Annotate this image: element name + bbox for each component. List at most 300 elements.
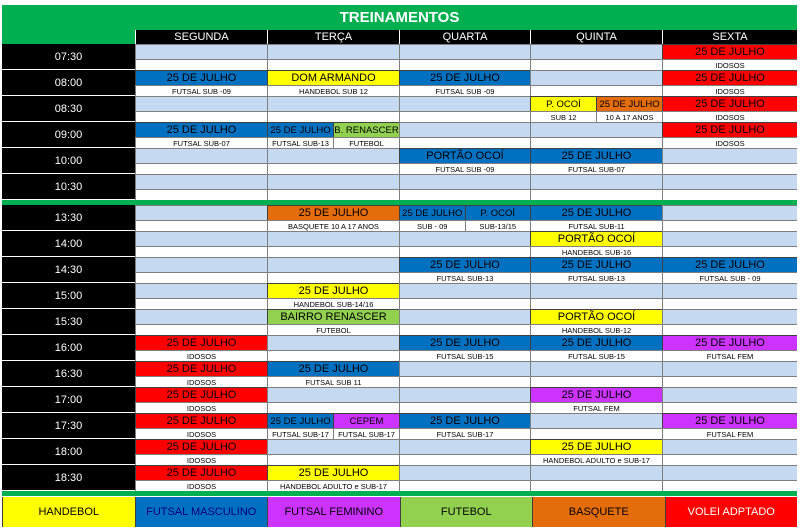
time-label: 15:30	[54, 315, 83, 328]
empty-slot[interactable]	[662, 148, 797, 163]
empty-slot-detail	[530, 137, 662, 148]
empty-slot[interactable]	[267, 96, 399, 111]
time-label: 17:30	[54, 419, 83, 432]
training-category: SUB - 09	[417, 221, 448, 231]
day-header-segunda	[135, 30, 267, 44]
empty-slot-detail	[662, 376, 797, 387]
day-header-quinta	[530, 30, 662, 44]
empty-slot-detail	[399, 402, 530, 413]
empty-slot-detail	[267, 189, 399, 200]
time-cell	[2, 387, 135, 412]
training-detail	[333, 137, 399, 148]
training-detail	[135, 350, 267, 361]
training-slot[interactable]	[662, 70, 797, 85]
empty-slot-detail	[135, 111, 267, 122]
empty-slot-detail	[399, 376, 530, 387]
training-detail	[135, 85, 267, 96]
training-slot[interactable]	[267, 70, 399, 85]
training-location: 25 DE JULHO	[695, 72, 765, 84]
training-location: 25 DE JULHO	[599, 98, 660, 110]
training-slot[interactable]	[399, 335, 530, 350]
training-location: 25 DE JULHO	[166, 72, 237, 84]
training-slot[interactable]	[267, 122, 333, 137]
training-location: 25 DE JULHO	[166, 363, 237, 375]
training-location: CEPEM	[349, 415, 384, 427]
empty-slot[interactable]	[530, 361, 662, 376]
empty-slot[interactable]	[267, 174, 399, 189]
training-slot[interactable]	[530, 205, 662, 220]
training-location: 25 DE JULHO	[298, 467, 369, 479]
empty-slot-detail	[267, 402, 399, 413]
training-location: 25 DE JULHO	[695, 46, 765, 58]
empty-slot-detail	[135, 59, 267, 70]
training-category: FUTSAL SUB-13	[436, 273, 494, 283]
training-location: PORTÃO OCOÍ	[557, 233, 636, 245]
training-slot[interactable]	[530, 148, 662, 163]
training-category: FUTSAL SUB-13	[272, 138, 329, 148]
empty-slot[interactable]	[530, 283, 662, 298]
training-location: DOM ARMANDO	[291, 72, 376, 84]
day-header-sexta	[662, 30, 797, 44]
empty-slot[interactable]	[530, 122, 662, 137]
training-slot[interactable]	[267, 205, 399, 220]
training-category: FUTEBOL	[349, 138, 384, 148]
empty-slot-detail	[399, 454, 530, 465]
training-detail	[267, 480, 399, 491]
day-header-label: QUINTA	[576, 31, 617, 43]
training-category: SUB 12	[550, 112, 577, 122]
training-slot[interactable]	[135, 70, 267, 85]
time-label: 15:00	[54, 289, 83, 302]
training-slot[interactable]	[267, 361, 399, 376]
training-category: FUTSAL SUB-11	[568, 221, 625, 231]
training-detail	[530, 350, 662, 361]
training-detail	[399, 85, 530, 96]
training-location: 25 DE JULHO	[402, 207, 463, 219]
day-header-label: QUARTA	[442, 31, 488, 43]
empty-slot-detail	[530, 428, 662, 439]
empty-slot-detail	[399, 59, 530, 70]
time-cell	[2, 283, 135, 308]
empty-slot-detail	[662, 163, 797, 174]
training-detail	[267, 428, 333, 439]
training-slot[interactable]	[267, 465, 399, 480]
time-label: 14:00	[54, 237, 83, 250]
training-detail	[662, 272, 797, 283]
empty-slot-detail	[662, 454, 797, 465]
empty-slot[interactable]	[530, 174, 662, 189]
schedule-sheet	[2, 5, 797, 527]
time-cell	[2, 361, 135, 386]
training-slot[interactable]	[530, 335, 662, 350]
training-slot[interactable]	[399, 148, 530, 163]
time-cell	[2, 205, 135, 230]
training-detail	[530, 163, 662, 174]
training-detail	[399, 428, 530, 439]
training-location: PORTÃO OCOÍ	[557, 311, 636, 323]
training-category: FUTSAL SUB - 09	[699, 273, 761, 283]
training-location: 25 DE JULHO	[561, 150, 632, 162]
training-slot[interactable]	[135, 361, 267, 376]
empty-slot[interactable]	[135, 283, 267, 298]
training-location: 25 DE JULHO	[298, 207, 369, 219]
training-category: IDOSOS	[715, 138, 745, 148]
empty-slot[interactable]	[267, 439, 399, 454]
training-detail	[267, 220, 399, 231]
training-slot[interactable]	[135, 122, 267, 137]
training-detail	[530, 402, 662, 413]
empty-slot-detail	[399, 189, 530, 200]
empty-slot[interactable]	[399, 174, 530, 189]
empty-slot[interactable]	[399, 122, 530, 137]
empty-slot[interactable]	[135, 44, 267, 59]
legend-item-futsal-masc	[135, 497, 268, 527]
training-slot[interactable]	[596, 96, 662, 111]
empty-slot[interactable]	[135, 257, 267, 272]
training-detail	[530, 246, 662, 257]
training-category: IDOSOS	[715, 112, 745, 122]
empty-slot-detail	[530, 376, 662, 387]
training-category: FUTSAL SUB-15	[436, 351, 494, 361]
empty-slot[interactable]	[399, 283, 530, 298]
training-detail	[530, 111, 596, 122]
training-location: 25 DE JULHO	[695, 415, 765, 427]
training-location: 25 DE JULHO	[430, 72, 500, 84]
empty-slot-detail	[399, 111, 530, 122]
empty-slot-detail	[135, 272, 267, 283]
training-location: 25 DE JULHO	[270, 415, 331, 427]
empty-slot-detail	[662, 189, 797, 200]
training-slot[interactable]	[135, 335, 267, 350]
empty-slot-detail	[135, 189, 267, 200]
training-detail	[267, 137, 333, 148]
training-category: FUTSAL FEM	[706, 429, 754, 439]
empty-slot-detail	[135, 220, 267, 231]
legend-item-volei-adaptado	[665, 497, 798, 527]
training-slot[interactable]	[135, 439, 267, 454]
empty-slot-detail	[267, 272, 399, 283]
training-slot[interactable]	[135, 413, 267, 428]
training-location: 25 DE JULHO	[166, 337, 237, 349]
training-detail	[399, 163, 530, 174]
time-label: 18:00	[54, 445, 83, 458]
training-slot[interactable]	[399, 205, 465, 220]
empty-slot[interactable]	[399, 44, 530, 59]
training-slot[interactable]	[135, 387, 267, 402]
training-slot[interactable]	[662, 257, 797, 272]
training-slot[interactable]	[662, 413, 797, 428]
legend-label: VOLEI ADPTADO	[687, 506, 775, 518]
time-label: 07:30	[54, 50, 83, 63]
empty-slot-detail	[267, 350, 399, 361]
empty-slot[interactable]	[662, 387, 797, 402]
training-category: HANDEBOL ADULTO e SUB-17	[543, 455, 650, 465]
training-detail	[135, 402, 267, 413]
empty-slot[interactable]	[662, 439, 797, 454]
training-detail	[399, 272, 530, 283]
training-slot[interactable]	[399, 70, 530, 85]
training-detail	[662, 350, 797, 361]
training-slot[interactable]	[530, 439, 662, 454]
time-label: 18:30	[54, 471, 83, 484]
training-slot[interactable]	[530, 387, 662, 402]
training-category: FUTSAL SUB-17	[338, 429, 395, 439]
empty-slot[interactable]	[662, 231, 797, 246]
training-slot[interactable]	[399, 257, 530, 272]
empty-slot[interactable]	[267, 44, 399, 59]
training-detail	[267, 85, 399, 96]
training-category: FUTEBOL	[316, 325, 351, 335]
time-cell	[2, 439, 135, 464]
empty-slot[interactable]	[530, 70, 662, 85]
training-slot[interactable]	[267, 283, 399, 298]
training-location: 25 DE JULHO	[430, 259, 500, 271]
empty-slot-detail	[135, 163, 267, 174]
training-category: HANDEBOL SUB-12	[561, 325, 632, 335]
training-category: HANDEBOL SUB-16	[561, 247, 632, 257]
training-slot[interactable]	[530, 231, 662, 246]
empty-slot[interactable]	[267, 335, 399, 350]
empty-slot[interactable]	[135, 205, 267, 220]
training-category: HANDEBOL SUB 12	[299, 86, 368, 96]
training-location: 25 DE JULHO	[166, 389, 237, 401]
empty-slot[interactable]	[662, 361, 797, 376]
training-detail	[135, 137, 267, 148]
empty-slot[interactable]	[662, 465, 797, 480]
empty-slot[interactable]	[530, 44, 662, 59]
empty-slot-detail	[399, 298, 530, 309]
legend-label: BASQUETE	[568, 506, 629, 518]
training-slot[interactable]	[662, 122, 797, 137]
time-header-corner	[2, 30, 135, 44]
training-category: FUTSAL SUB-17	[272, 429, 329, 439]
empty-slot[interactable]	[267, 148, 399, 163]
time-label: 09:00	[54, 128, 83, 141]
empty-slot[interactable]	[530, 413, 662, 428]
training-location: 25 DE JULHO	[166, 441, 237, 453]
training-slot[interactable]	[333, 413, 399, 428]
training-detail	[135, 428, 267, 439]
training-location: 25 DE JULHO	[695, 124, 765, 136]
training-category: FUTSAL SUB-17	[436, 429, 494, 439]
schedule-title-text: TREINAMENTOS	[339, 9, 460, 26]
empty-slot[interactable]	[662, 309, 797, 324]
empty-slot[interactable]	[662, 205, 797, 220]
empty-slot-detail	[135, 324, 267, 335]
training-location: 25 DE JULHO	[166, 467, 237, 479]
empty-slot[interactable]	[399, 465, 530, 480]
time-label: 10:30	[54, 180, 83, 193]
empty-slot-detail	[530, 59, 662, 70]
training-location: 25 DE JULHO	[298, 363, 369, 375]
time-label: 14:30	[54, 263, 83, 276]
empty-slot[interactable]	[135, 96, 267, 111]
training-detail	[662, 111, 797, 122]
training-location: 25 DE JULHO	[270, 124, 331, 136]
empty-slot[interactable]	[399, 96, 530, 111]
legend-label: HANDEBOL	[38, 506, 100, 518]
training-slot[interactable]	[267, 309, 399, 324]
training-category: BASQUETE 10 A 17 ANOS	[288, 221, 379, 231]
legend-item-futebol	[400, 497, 533, 527]
empty-slot-detail	[662, 402, 797, 413]
training-detail	[267, 376, 399, 387]
time-cell	[2, 148, 135, 173]
training-detail	[399, 220, 465, 231]
training-location: P. OCOÍ	[546, 98, 581, 110]
empty-slot[interactable]	[135, 174, 267, 189]
training-category: FUTSAL SUB-07	[173, 138, 230, 148]
empty-slot-detail	[267, 59, 399, 70]
training-detail	[662, 137, 797, 148]
training-slot[interactable]	[267, 413, 333, 428]
training-location: PORTÃO OCOÍ	[426, 150, 504, 162]
empty-slot[interactable]	[399, 231, 530, 246]
empty-slot[interactable]	[530, 465, 662, 480]
training-detail	[135, 376, 267, 387]
empty-slot-detail	[530, 189, 662, 200]
training-location: 25 DE JULHO	[561, 259, 632, 271]
time-cell	[2, 335, 135, 360]
schedule-title	[2, 5, 797, 30]
time-label: 10:00	[54, 154, 83, 167]
empty-slot-detail	[662, 246, 797, 257]
empty-slot-detail	[662, 298, 797, 309]
training-category: FUTSAL SUB -09	[435, 86, 495, 96]
empty-slot-detail	[267, 111, 399, 122]
empty-slot-detail	[399, 246, 530, 257]
training-slot[interactable]	[530, 96, 596, 111]
training-location: 25 DE JULHO	[561, 441, 632, 453]
empty-slot[interactable]	[267, 387, 399, 402]
training-detail	[662, 428, 797, 439]
empty-slot-detail	[530, 298, 662, 309]
training-detail	[135, 454, 267, 465]
training-category: FUTSAL SUB -09	[172, 86, 231, 96]
time-label: 13:30	[54, 211, 83, 224]
training-category: FUTSAL SUB-07	[568, 164, 625, 174]
training-category: IDOSOS	[186, 377, 217, 387]
empty-slot[interactable]	[399, 309, 530, 324]
training-category: IDOSOS	[186, 429, 217, 439]
training-location: 25 DE JULHO	[695, 337, 765, 349]
time-cell	[2, 413, 135, 438]
time-cell	[2, 465, 135, 490]
training-location: P. OCOÍ	[480, 207, 516, 219]
empty-slot[interactable]	[267, 257, 399, 272]
training-category: IDOSOS	[186, 403, 217, 413]
training-location: 25 DE JULHO	[695, 259, 765, 271]
empty-slot-detail	[135, 246, 267, 257]
empty-slot-detail	[135, 298, 267, 309]
day-header-label: SEXTA	[712, 31, 748, 43]
training-detail	[333, 428, 399, 439]
training-detail	[267, 324, 399, 335]
empty-slot-detail	[399, 324, 530, 335]
empty-slot[interactable]	[135, 148, 267, 163]
empty-slot-detail	[662, 324, 797, 335]
training-category: IDOSOS	[186, 455, 217, 465]
training-category: HANDEBOL ADULTO e SUB-17	[280, 481, 387, 491]
empty-slot-detail	[267, 163, 399, 174]
time-cell	[2, 231, 135, 256]
training-location: 25 DE JULHO	[298, 285, 369, 297]
training-slot[interactable]	[662, 335, 797, 350]
empty-slot[interactable]	[135, 231, 267, 246]
training-slot[interactable]	[530, 309, 662, 324]
empty-slot-detail	[662, 220, 797, 231]
training-slot[interactable]	[465, 205, 531, 220]
empty-slot[interactable]	[267, 231, 399, 246]
training-slot[interactable]	[662, 44, 797, 59]
empty-slot[interactable]	[662, 283, 797, 298]
training-detail	[596, 111, 662, 122]
training-slot[interactable]	[135, 465, 267, 480]
training-detail	[399, 350, 530, 361]
period-separator	[2, 491, 797, 496]
day-header-label: TERÇA	[314, 31, 353, 43]
empty-slot[interactable]	[399, 361, 530, 376]
training-detail	[267, 298, 399, 309]
legend-item-futsal-fem	[267, 497, 400, 527]
time-label: 08:30	[54, 102, 83, 115]
time-cell	[2, 70, 135, 95]
training-slot[interactable]	[530, 257, 662, 272]
training-category: SUB-13/15	[479, 221, 517, 231]
training-detail	[530, 272, 662, 283]
empty-slot[interactable]	[662, 174, 797, 189]
empty-slot[interactable]	[399, 387, 530, 402]
empty-slot-detail	[530, 480, 662, 491]
legend-label: FUTSAL FEMININO	[284, 506, 384, 518]
time-label: 16:00	[54, 341, 83, 354]
time-label: 16:30	[54, 367, 83, 380]
training-location: 25 DE JULHO	[561, 207, 632, 219]
empty-slot-detail	[267, 454, 399, 465]
time-label: 08:00	[54, 76, 83, 89]
time-cell	[2, 44, 135, 69]
training-location: 25 DE JULHO	[695, 98, 765, 110]
training-location: 25 DE JULHO	[561, 337, 632, 349]
empty-slot-detail	[399, 137, 530, 148]
empty-slot-detail	[267, 246, 399, 257]
legend-label: FUTSAL MASCULINO	[146, 506, 257, 518]
training-slot[interactable]	[662, 96, 797, 111]
training-category: FUTSAL SUB -09	[435, 164, 495, 174]
training-detail	[662, 85, 797, 96]
time-label: 17:00	[54, 393, 83, 406]
time-cell	[2, 309, 135, 334]
time-cell	[2, 174, 135, 199]
training-slot[interactable]	[333, 122, 399, 137]
empty-slot[interactable]	[135, 309, 267, 324]
training-detail	[662, 59, 797, 70]
time-cell	[2, 257, 135, 282]
training-slot[interactable]	[399, 413, 530, 428]
training-category: IDOSOS	[186, 481, 217, 491]
empty-slot-detail	[662, 480, 797, 491]
training-location: 25 DE JULHO	[561, 389, 632, 401]
training-detail	[465, 220, 531, 231]
training-location: 25 DE JULHO	[430, 415, 500, 427]
empty-slot[interactable]	[399, 439, 530, 454]
empty-slot-detail	[530, 85, 662, 96]
day-header-label: SEGUNDA	[174, 31, 229, 43]
training-detail	[530, 220, 662, 231]
training-category: IDOSOS	[715, 86, 745, 96]
legend-item-handebol	[2, 497, 135, 527]
training-detail	[135, 480, 267, 491]
